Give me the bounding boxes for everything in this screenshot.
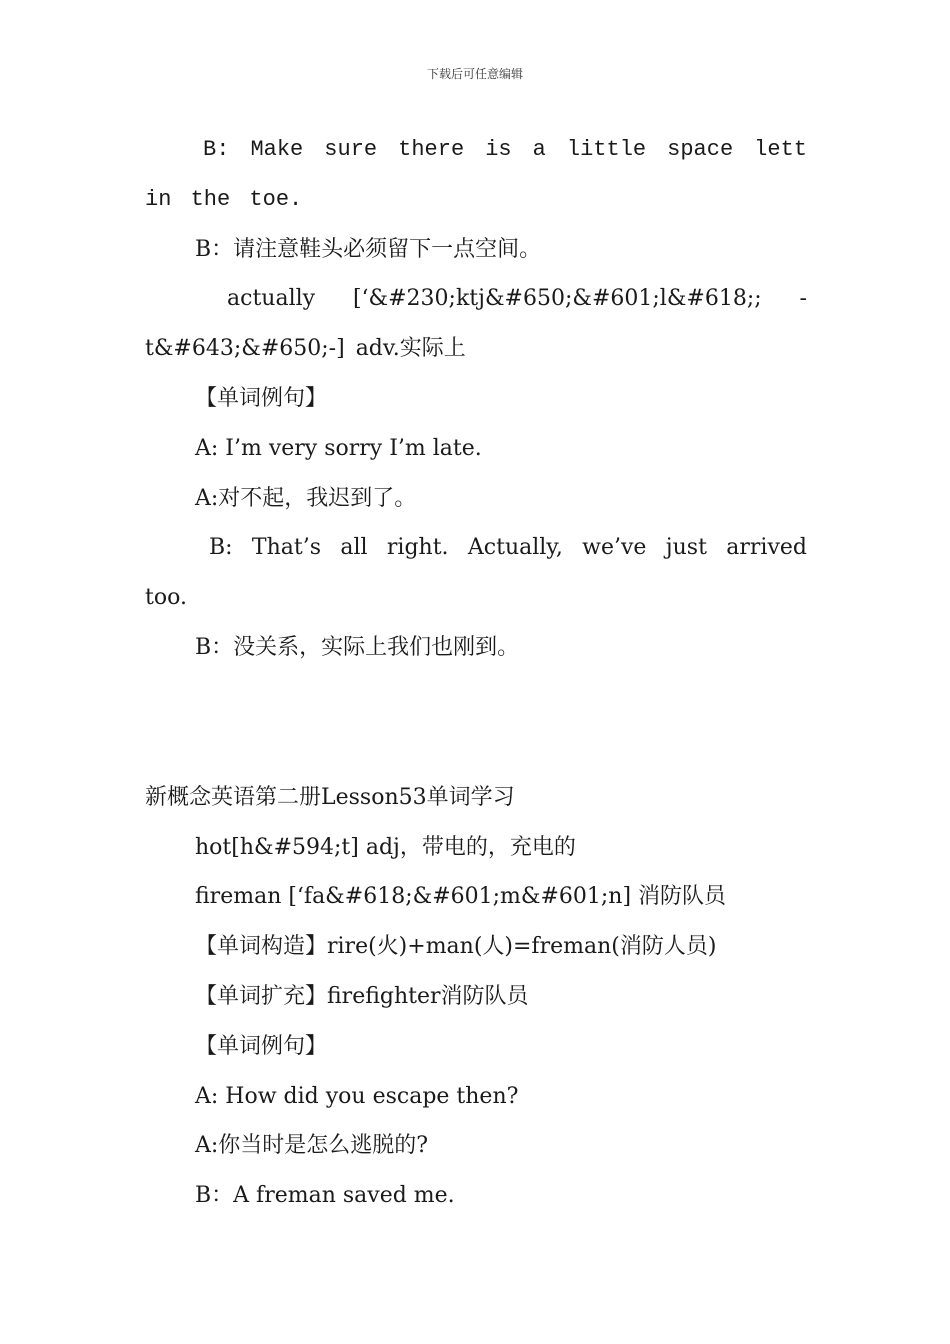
dialog-line-cn: B：没关系，实际上我们也刚到。 — [195, 634, 520, 660]
vocab-entry-fireman: fireman [‘fa&#618;&#601;m&#601;n] 消防队员 — [195, 884, 727, 910]
dialog-line-cn: A:你当时是怎么逃脱的? — [195, 1133, 429, 1159]
dialog-line-en: B：A freman saved me. — [195, 1183, 455, 1209]
dialog-line-en: B: That’s all right. Actually, we’ve just arrived too. — [145, 535, 807, 611]
section-label-examples: 【单词例句】 — [195, 385, 328, 411]
vocab-entry-hot: hot[h&#594;t] adj，带电的，充电的 — [195, 834, 576, 860]
section-label-examples: 【单词例句】 — [195, 1033, 328, 1059]
page-header: 下载后可任意编辑 — [426, 67, 523, 81]
word-expansion: 【单词扩充】firefighter消防队员 — [195, 983, 529, 1009]
dialog-line-en: A: How did you escape then? — [195, 1083, 519, 1109]
section-gap — [145, 673, 807, 773]
section-title: 新概念英语第二册Lesson53单词学习 — [145, 784, 515, 810]
document-body — [145, 125, 807, 1221]
dialog-line-en: B: Make sure there is a little space lett in the toe. — [145, 137, 807, 212]
vocab-entry-actually: actually [‘&#230;ktj&#650;&#601;l&#618;; -t&#643;&#650;-] adv.实际上 — [145, 286, 807, 362]
dialog-line-en: A: I’m very sorry I’m late. — [195, 435, 482, 461]
dialog-line-cn: A:对不起，我迟到了。 — [195, 485, 417, 511]
word-formation: 【单词构造】rire(火)+man(人)=freman(消防人员) — [195, 934, 717, 960]
dialog-line-cn: B：请注意鞋头必须留下一点空间。 — [195, 236, 542, 262]
